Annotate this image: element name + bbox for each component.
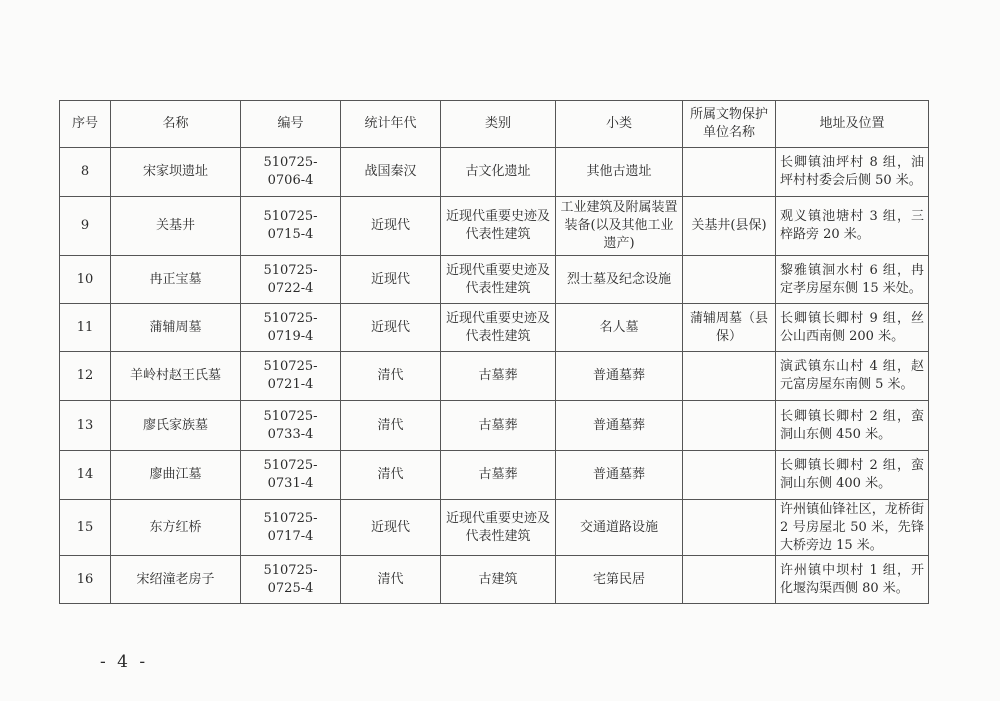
table-cell: 交通道路设施	[556, 500, 683, 556]
table-cell: 510725-0717-4	[241, 500, 341, 556]
table-cell: 长卿镇长卿村 2 组，蛮洞山东侧 400 米。	[776, 451, 929, 500]
table-cell: 关基井	[111, 197, 241, 256]
table-cell: 蒲辅周墓（县保）	[683, 304, 776, 352]
column-header: 统计年代	[341, 101, 441, 148]
table-cell: 16	[60, 556, 111, 604]
table-cell: 宋家坝遗址	[111, 148, 241, 197]
table-cell: 羊岭村赵王氏墓	[111, 352, 241, 401]
table-cell: 许州镇中坝村 1 组，开化堰沟渠西侧 80 米。	[776, 556, 929, 604]
table-row	[60, 401, 929, 451]
column-header: 编号	[241, 101, 341, 148]
table-row	[60, 451, 929, 500]
table-cell: 12	[60, 352, 111, 401]
table-cell: 古墓葬	[441, 401, 556, 451]
table-cell: 近现代	[341, 256, 441, 304]
table-cell: 演武镇东山村 4 组，赵元富房屋东南侧 5 米。	[776, 352, 929, 401]
column-header: 所属文物保护单位名称	[683, 101, 776, 148]
table-row	[60, 148, 929, 197]
table-cell: 古文化遗址	[441, 148, 556, 197]
page-number: - 4 -	[100, 652, 149, 672]
table-cell: 近现代	[341, 197, 441, 256]
table-cell: 清代	[341, 556, 441, 604]
table-cell	[683, 256, 776, 304]
column-header: 序号	[60, 101, 111, 148]
table-cell: 近现代	[341, 304, 441, 352]
table-cell: 11	[60, 304, 111, 352]
table-cell: 宅第民居	[556, 556, 683, 604]
table-cell: 8	[60, 148, 111, 197]
table-cell: 名人墓	[556, 304, 683, 352]
table-cell: 廖氏家族墓	[111, 401, 241, 451]
table-cell: 长卿镇长卿村 9 组，丝公山西南侧 200 米。	[776, 304, 929, 352]
table-cell: 清代	[341, 401, 441, 451]
table-row	[60, 197, 929, 256]
table-cell: 510725-0719-4	[241, 304, 341, 352]
table-cell: 9	[60, 197, 111, 256]
table-cell: 510725-0725-4	[241, 556, 341, 604]
table-row	[60, 352, 929, 401]
table-cell: 510725-0731-4	[241, 451, 341, 500]
table-cell: 普通墓葬	[556, 352, 683, 401]
table-row	[60, 500, 929, 556]
table-cell: 15	[60, 500, 111, 556]
table-cell: 黎雅镇洄水村 6 组，冉定孝房屋东侧 15 米处。	[776, 256, 929, 304]
column-header: 小类	[556, 101, 683, 148]
table-cell: 冉正宝墓	[111, 256, 241, 304]
table-cell: 13	[60, 401, 111, 451]
table-cell: 古建筑	[441, 556, 556, 604]
table-cell: 14	[60, 451, 111, 500]
table-cell: 近现代重要史迹及代表性建筑	[441, 197, 556, 256]
table-cell: 战国秦汉	[341, 148, 441, 197]
table-cell: 10	[60, 256, 111, 304]
table-row	[60, 304, 929, 352]
table-cell: 长卿镇长卿村 2 组，蛮洞山东侧 450 米。	[776, 401, 929, 451]
table-cell: 近现代重要史迹及代表性建筑	[441, 500, 556, 556]
table-cell: 长卿镇油坪村 8 组，油坪村村委会后侧 50 米。	[776, 148, 929, 197]
table-cell: 工业建筑及附属装置装备(以及其他工业遗产)	[556, 197, 683, 256]
table-cell: 近现代重要史迹及代表性建筑	[441, 256, 556, 304]
table-row	[60, 556, 929, 604]
table-cell: 普通墓葬	[556, 451, 683, 500]
table-cell: 古墓葬	[441, 352, 556, 401]
table-cell: 510725-0722-4	[241, 256, 341, 304]
table-cell: 廖曲江墓	[111, 451, 241, 500]
table-cell: 蒲辅周墓	[111, 304, 241, 352]
table-cell: 510725-0715-4	[241, 197, 341, 256]
table-cell: 近现代	[341, 500, 441, 556]
table-cell	[683, 148, 776, 197]
column-header: 地址及位置	[776, 101, 929, 148]
table-cell: 清代	[341, 352, 441, 401]
table-cell: 近现代重要史迹及代表性建筑	[441, 304, 556, 352]
table-cell: 其他古遗址	[556, 148, 683, 197]
table-cell	[683, 352, 776, 401]
table-cell	[683, 556, 776, 604]
table-cell	[683, 401, 776, 451]
table-cell: 许州镇仙锋社区，龙桥街 2 号房屋北 50 米，先锋大桥旁边 15 米。	[776, 500, 929, 556]
table-cell: 510725-0733-4	[241, 401, 341, 451]
table-cell: 古墓葬	[441, 451, 556, 500]
table-cell	[683, 451, 776, 500]
table-cell: 关基井(县保)	[683, 197, 776, 256]
heritage-table	[59, 100, 929, 604]
table-cell: 510725-0721-4	[241, 352, 341, 401]
column-header: 类别	[441, 101, 556, 148]
table-header	[60, 101, 929, 148]
table-cell	[683, 500, 776, 556]
column-header: 名称	[111, 101, 241, 148]
table-cell: 510725-0706-4	[241, 148, 341, 197]
table-cell: 宋绍潼老房子	[111, 556, 241, 604]
table-cell: 观义镇池塘村 3 组，三梓路旁 20 米。	[776, 197, 929, 256]
table-row	[60, 256, 929, 304]
table-cell: 东方红桥	[111, 500, 241, 556]
table-cell: 烈士墓及纪念设施	[556, 256, 683, 304]
table-cell: 普通墓葬	[556, 401, 683, 451]
table-cell: 清代	[341, 451, 441, 500]
